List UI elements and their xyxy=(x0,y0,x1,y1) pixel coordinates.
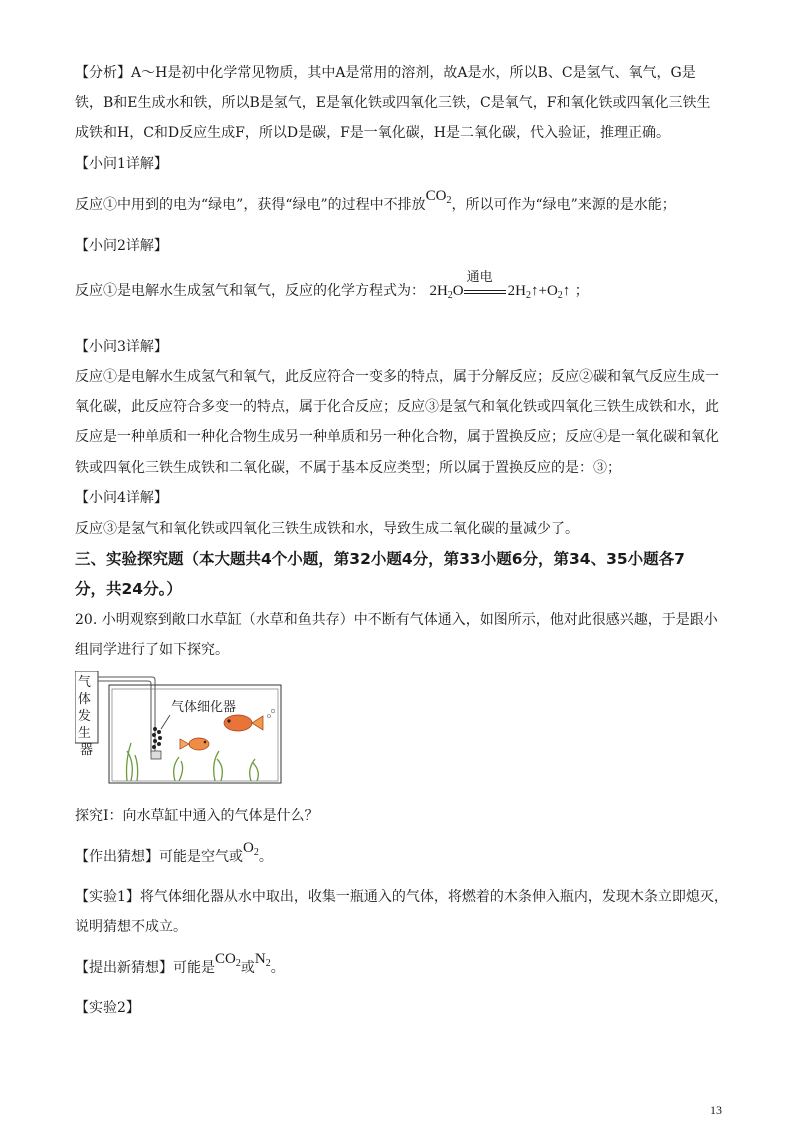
q2-line xyxy=(75,270,735,306)
generator-label xyxy=(78,675,95,758)
new-hypothesis-end: 。 xyxy=(270,960,285,976)
co2-formula-2: $CO_2$ xyxy=(215,951,241,969)
q3-line-2: 氧化碳，此反应符合多变一的特点，属于化合反应；反应③是氢气和氧化铁或四氧化三铁生成铁和水，此 xyxy=(75,399,719,415)
bubbles xyxy=(152,727,162,749)
q3-title: 【小问3详解】 xyxy=(75,339,168,355)
question-20-line-1: 20. 小明观察到敞口水草缸（水草和鱼共存）中不断有气体通入，如图所示，他对此很感兴趣，于是跟小 xyxy=(75,612,718,628)
gas-tube-inner xyxy=(98,681,151,753)
q4-line-1: 反应③是氢气和氧化铁或四氧化三铁生成铁和水，导致生成二氧化碳的量减少了。 xyxy=(75,521,579,537)
hypothesis-text: 【作出猜想】可能是空气或 xyxy=(75,849,243,865)
aquarium-figure xyxy=(75,671,283,785)
o2-formula: $O_2$ xyxy=(243,840,259,858)
refiner-label: 气体细化器 xyxy=(171,700,237,715)
gen-char-2: 体 xyxy=(77,692,91,707)
condition-label: 通电 xyxy=(466,270,493,285)
new-hypothesis-text: 【提出新猜想】可能是 xyxy=(75,960,215,976)
page-number: 13 xyxy=(710,1103,722,1117)
section-heading-line-1: 三、实验探究题（本大题共4个小题，第32小题4分，第33小题6分，第34、35小题各7 xyxy=(75,550,685,568)
co2-formula: $CO_2$ xyxy=(425,188,452,206)
fish-large xyxy=(224,715,263,731)
q2-title: 【小问2详解】 xyxy=(75,238,168,254)
section-heading-line-2: 分，共24分。） xyxy=(75,580,182,598)
gen-char-1: 气 xyxy=(77,675,91,690)
hypothesis-line xyxy=(75,840,735,872)
gen-char-5: 器 xyxy=(79,743,94,758)
q3-line-3: 反应是一种单质和一种化合物生成另一种单质和另一种化合物，属于置换反应；反应④是一氧化碳和氧化 xyxy=(75,429,719,445)
q2-text: 反应①是电解水生成氢气和氧气，反应的化学方程式为： xyxy=(75,283,425,299)
gen-char-3: 发 xyxy=(77,709,91,724)
reaction-condition xyxy=(464,270,508,301)
exploration-1: 探究I：向水草缸中通入的气体是什么？ xyxy=(75,808,319,824)
new-hypothesis-line xyxy=(75,951,735,983)
hypothesis-end: 。 xyxy=(258,849,273,865)
experiment-1-line-2: 说明猜想不成立。 xyxy=(75,919,187,935)
question-20-line-2: 组同学进行了如下探究。 xyxy=(75,642,229,658)
equals-bar-bottom xyxy=(464,293,506,294)
experiment-1-line-1: 【实验1】将气体细化器从水中取出，收集一瓶通入的气体，将燃着的木条伸入瓶内，发现木条立即熄灭， xyxy=(75,889,728,905)
fish-small xyxy=(180,738,209,750)
q1-text-before: 反应①中用到的电为“绿电”，获得“绿电”的过程中不排放 xyxy=(75,197,426,213)
experiment-2-title: 【实验2】 xyxy=(75,1000,140,1016)
n2-formula: $N_2$ xyxy=(254,951,271,969)
analysis-line-1: 【分析】A～H是初中化学常见物质，其中A是常用的溶剂，故A是水，所以B、C是氢气、氧气，G是 xyxy=(75,65,696,81)
analysis-line-2: 铁，B和E生成水和铁，所以B是氢气，E是氧化铁或四氧化三铁，C是氧气，F和氧化铁或四氧化三铁生 xyxy=(75,95,711,111)
equation-products: $2H_2↑+O_2↑$ xyxy=(507,283,571,301)
gen-char-4: 生 xyxy=(77,726,91,741)
q3-line-1: 反应①是电解水生成氢气和氧气，此反应符合一变多的特点，属于分解反应；反应②碳和氧气反应生成一 xyxy=(75,369,719,385)
q1-text-after: ，所以可作为“绿电”来源的是水能； xyxy=(451,197,676,213)
equals-bar-top xyxy=(464,290,506,291)
gas-tube-outer xyxy=(98,677,155,753)
q2-semicolon: ； xyxy=(574,283,589,299)
equation-reactant: $2H_2O$ xyxy=(429,283,464,301)
q3-line-4: 铁或四氧化三铁生成铁和二氧化碳，不属于基本反应类型；所以属于置换反应的是：③； xyxy=(75,460,621,476)
q1-title: 【小问1详解】 xyxy=(75,156,168,172)
analysis-line-3: 成铁和H，C和D反应生成F，所以D是碳，F是一氧化碳，H是二氧化碳，代入验证，推理正确。 xyxy=(75,125,671,141)
q1-line xyxy=(75,188,735,220)
new-hypothesis-or: 或 xyxy=(240,960,255,976)
refiner-pointer xyxy=(161,715,170,729)
q4-title: 【小问4详解】 xyxy=(75,490,168,506)
gas-refiner xyxy=(151,751,161,759)
fish-bubbles xyxy=(268,709,275,717)
